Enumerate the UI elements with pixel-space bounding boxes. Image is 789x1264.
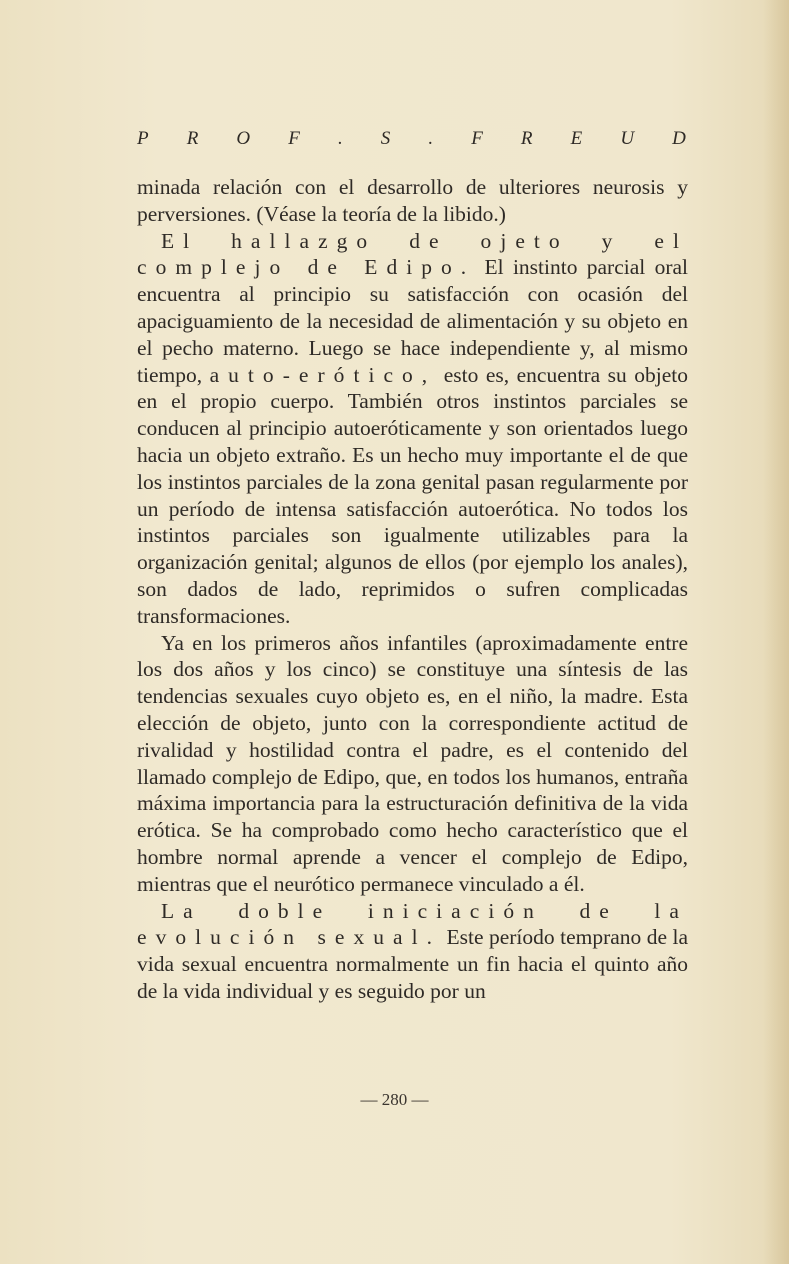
paragraph-text: El instinto parcial oral encuentra al principio su satisfacción con ocasión del apaciguamiento de la necesidad de alimentación y su objeto en el pecho materno. Luego se hace independiente y, al mismo tiempo, (137, 255, 688, 387)
paragraph-doble-iniciacion (137, 898, 688, 1005)
paragraph-edipo: Ya en los primeros años infantiles (aproximadamente entre los dos años y los cinco) se constituye una síntesis de las tendencias sexuales cuyo objeto es, en el niño, la madre. Esta elección de objeto, junto con la correspondiente actitud de rivalidad y hostilidad contra el padre, es el contenido del llamado complejo de Edipo, que, en todos los humanos, entraña máxima importancia para la estructuración definitiva de la vida erótica. Se ha comprobado como hecho característico que el hombre normal aprende a vencer el complejo de Edipo, mientras que el neurótico permanece vinculado a él. (137, 630, 688, 896)
paragraph-text: esto es, encuentra su objeto en el propio cuerpo. También otros instintos parciales se conducen al principio autoeróticamente y son orientados luego hacia un objeto extraño. Es un hecho muy importante el de que los instintos parciales de la zona genital pasan regularmente por un período de intensa satisfacción autoerótica. No todos los instintos parciales son igualmente utilizables para la organización genital; algunos de ellos (por ejemplo los anales), son dados de lado, reprimidos o sufren complicadas transformaciones. (137, 362, 688, 628)
running-head-letter: R (186, 128, 200, 149)
section-title: La doble iniciación de la evolución sexual. (137, 898, 688, 950)
emphasized-term: auto-erótico, (209, 362, 437, 387)
running-head-letter: S (380, 128, 392, 149)
running-head-letter: . (337, 128, 344, 149)
running-head-letter: R (520, 128, 534, 149)
paragraph-continuation: minada relación con el desarrollo de ulteriores neurosis y perversiones. (Véase la teoría de la libido.) (137, 175, 688, 226)
paragraph-hallazgo (137, 228, 688, 630)
page-number: — 280 — (360, 1090, 429, 1109)
running-head-letter: F (288, 128, 301, 149)
running-head-letter: E (570, 128, 584, 149)
running-head-letter: F (471, 128, 484, 149)
running-head-letter: U (620, 128, 636, 149)
page-edge-shadow (763, 0, 789, 1264)
paragraph-text: Este período temprano de la vida sexual encuentra normalmente un fin hacia el quinto año de la vida individual y es seguido por un (137, 925, 688, 1003)
running-head-letter: O (236, 128, 252, 149)
body-text (137, 174, 688, 1005)
running-head-letter: D (672, 128, 687, 149)
running-head (137, 128, 687, 150)
running-head-letter: . (428, 128, 435, 149)
running-head-letter: P (137, 128, 150, 149)
section-title: El hallazgo de ojeto y el complejo de Edipo. (137, 228, 688, 280)
